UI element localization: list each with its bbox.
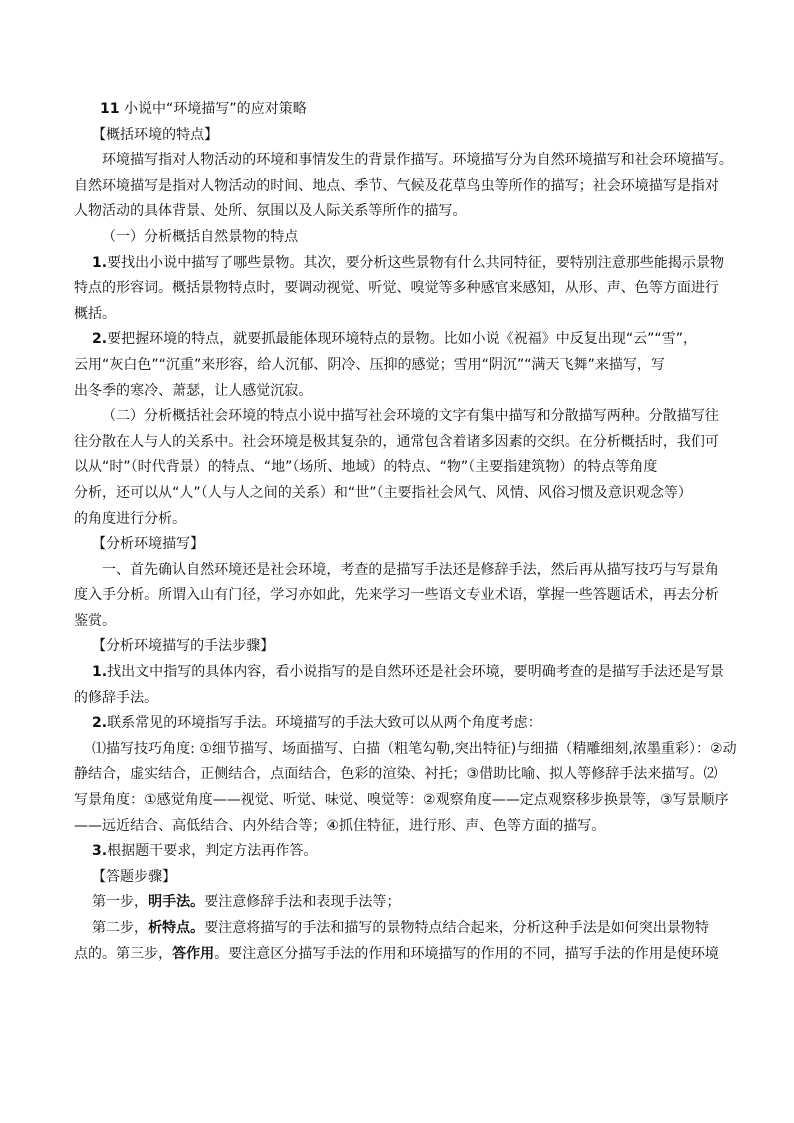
paragraph-line: 概括。 — [74, 305, 117, 322]
item-number: 3. — [92, 843, 108, 860]
step-prefix: 第一步， — [92, 894, 149, 911]
item-number: 1. — [92, 254, 108, 271]
numbered-item-1-line — [74, 251, 724, 277]
title-number: 11 — [100, 101, 120, 117]
step-text: 要注意修辞手法和表现手法等； — [204, 894, 401, 911]
item-text: 联系常见的环境指写手法。环境描写的手法大致可以从两个角度考虑： — [107, 715, 542, 732]
step-item-3-line — [74, 839, 724, 865]
answer-step-1 — [74, 890, 724, 916]
item-number: 2. — [92, 331, 108, 348]
paragraph-line: ⑴描写技巧角度: ①细节描写、场面描写、白描（粗笔勾勒,突出特征)与细描（精雕细刻,浓墨重彩）：②动 — [92, 740, 737, 757]
item-text: 根据题干要求，判定方法再作答。 — [107, 843, 318, 860]
section-header-summarize: 【概括环境的特点】 — [92, 126, 219, 143]
paragraph-line: 度入手分析。所谓入山有门径，学习亦如此，先来学习一些语文专业术语，掌握一些答题话术，再去分析 — [74, 587, 719, 604]
section-header-analyze: 【分析环境描写】 — [92, 536, 205, 553]
item-text: 要找出小说中描写了哪些景物。其次，要分析这些景物有什么共同特征，要特别注意那些能揭示景物 — [107, 254, 724, 271]
step-prefix: 点的。第三步， — [74, 945, 173, 962]
step-prefix: 第二步， — [92, 920, 149, 936]
answer-step-3 — [74, 942, 724, 968]
step-keyword: 析特点。 — [148, 920, 205, 936]
step-text: 要注意将描写的手法和描写的景物特点结合起来，分析这种手法是如何突出景物特 — [204, 920, 709, 936]
paragraph-line: 出冬季的寒冷、萧瑟，让人感觉沉寂。 — [74, 382, 313, 399]
title-text: 小说中“环境描写”的应对策略 — [119, 101, 307, 117]
paragraph-line: 云用“灰白色”“沉重”来形容，给人沉郁、阴冷、压抑的感觉；雪用“阴沉”“满天飞舞”来描写，写 — [74, 356, 665, 373]
paragraph-line: 特点的形容词。概括景物特点时，要调动视觉、听觉、嗅觉等多种感官来感知，从形、声、色等方面进行 — [74, 280, 719, 297]
paragraph-line: 的修辞手法。 — [74, 689, 159, 706]
step-keyword: 答作用 — [172, 945, 215, 962]
step-text: 。要注意区分描写手法的作用和环境描写的作用的不同，描写手法的作用是使环境 — [214, 945, 719, 962]
step-item-2-line — [74, 711, 724, 737]
paragraph-line: 人物活动的具体背景、处所、氛围以及人际关系等所作的描写。 — [74, 203, 467, 220]
item-text: 要把握环境的特点，就要抓最能体现环境特点的景物。比如小说《祝福》中反复出现“云”“雪”， — [107, 331, 697, 348]
paragraph-line: ——远近结合、高低结合、内外结合等；④抓住特征，进行形、声、色等方面的描写。 — [74, 817, 606, 834]
paragraph-line: 分析，还可以从“人”（人与人之间的关系）和“世”（主要指社会风气、风情、风俗习惯及意识观念等） — [74, 484, 692, 501]
subsection-title-social: （二）分析概括社会环境的特点小说中描写社会环境的文字有集中描写和分散描写两种。分散描写往 — [102, 408, 719, 425]
document-content — [74, 97, 737, 967]
paragraph-line: 往分散在人与人的关系中。社会环境是极其复杂的，通常包含着诸多因素的交织。在分析概括时，我们可 — [74, 433, 719, 450]
paragraph-line: 的角度进行分析。 — [74, 510, 187, 527]
step-keyword: 明手法。 — [148, 894, 205, 911]
item-text: 找出文中指写的具体内容，看小说指写的是自然环还是社会环境，要明确考查的是描写手法还是写景 — [107, 664, 724, 681]
paragraph-line: 写景角度：①感觉角度——视觉、听觉、味觉、嗅觉等：②观察角度——定点观察移步换景等，③写景顺序 — [74, 792, 729, 809]
step-item-1-line — [74, 660, 724, 686]
item-number: 1. — [92, 664, 108, 681]
section-header-steps: 【分析环境描写的手法步骤】 — [92, 638, 275, 655]
paragraph-line: 一、首先确认自然环境还是社会环境，考查的是描写手法还是修辞手法，然后再从描写技巧与写景角 — [102, 561, 719, 578]
paragraph-line: 自然环境描写是指对人物活动的时间、地点、季节、气候及花草鸟虫等所作的描写；社会环境描写是指对 — [74, 177, 719, 194]
section-header-answer-steps: 【答题步骤】 — [92, 868, 177, 885]
answer-step-2 — [74, 916, 724, 942]
paragraph-line: 静结合，虚实结合，正侧结合，点面结合，色彩的渲染、衬托；③借助比喻、拟人等修辞手法来描写。⑵ — [74, 766, 718, 783]
paragraph-line: 环境描写指对人物活动的环境和事情发生的背景作描写。环境描写分为自然环境描写和社会环境描写。 — [102, 152, 733, 169]
doc-title — [74, 97, 724, 123]
numbered-item-2-line — [74, 327, 724, 353]
subsection-title-natural: （一）分析概括自然景物的特点 — [102, 228, 299, 245]
item-number: 2. — [92, 715, 108, 732]
paragraph-line: 鉴赏。 — [74, 612, 117, 629]
paragraph-line: 以从“时”（时代背景）的特点、“地”（场所、地域）的特点、“物”（主要指建筑物）的特点等角度 — [74, 459, 658, 476]
